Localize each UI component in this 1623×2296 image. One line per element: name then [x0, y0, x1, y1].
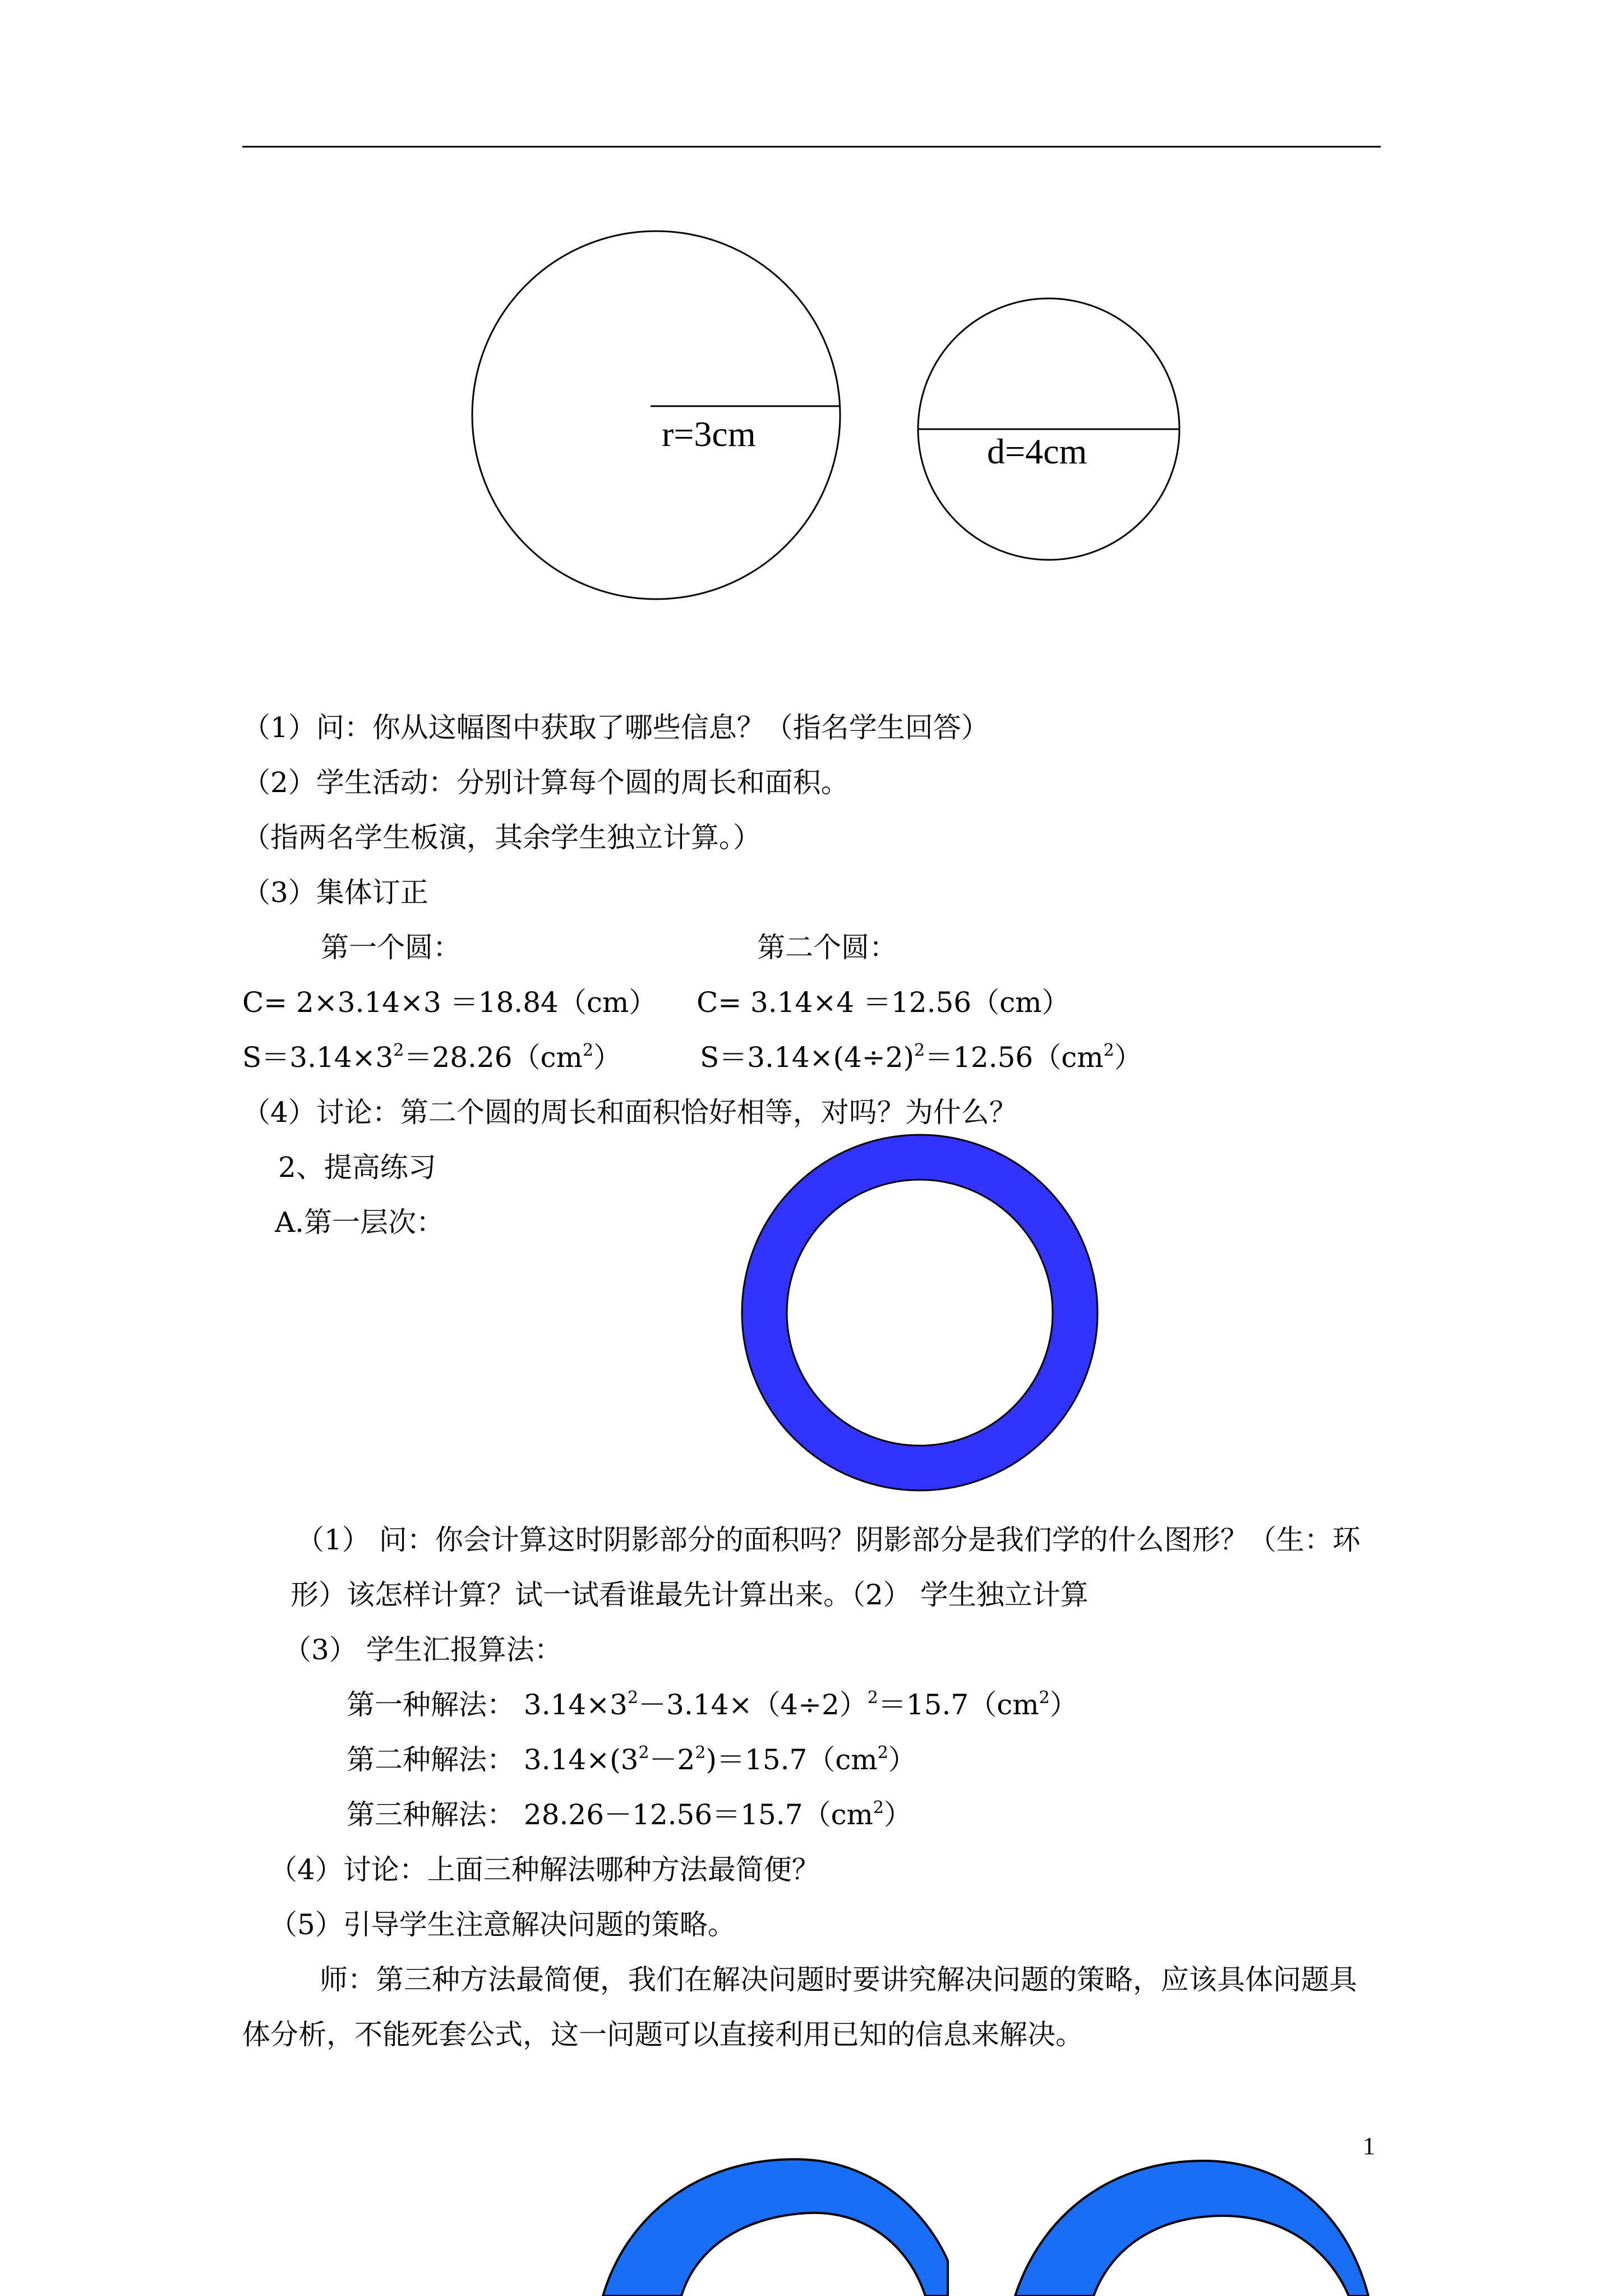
- area-2: $S=3.14\times(4\div 2)^2=12.56(cm^2)$: [700, 1041, 1142, 1074]
- question-4: （4）讨论：第二个圆的周长和面积恰好相等，对吗？为什么？: [242, 1096, 1017, 1129]
- practice-question-3: （3） 学生汇报算法：: [283, 1634, 562, 1666]
- ring-figure: [740, 1128, 1110, 1503]
- circle-radius-3: [472, 231, 840, 599]
- question-3: （3）集体订正: [242, 876, 428, 909]
- section-2-heading: 2、提高练习: [278, 1151, 436, 1184]
- crescents-figure: [0, 2132, 1623, 2296]
- crescent-left: [603, 2159, 948, 2296]
- question-2: （2）学生活动：分别计算每个圆的周长和面积。: [242, 766, 849, 799]
- method-3: 第三种解法： $28.26-12.56=15.7(cm^2)$: [347, 1798, 912, 1831]
- practice-question-4: （4）讨论：上面三种解法哪种方法最简便？: [269, 1853, 820, 1886]
- level-a-heading: A.第一层次：: [275, 1206, 445, 1239]
- page-number: 1: [1363, 2132, 1375, 2160]
- area-1: $S=3.14\times 3^2=28.26(cm^2)$: [242, 1041, 622, 1074]
- second-circle-heading: 第二个圆：: [757, 931, 897, 964]
- method-2: 第二种解法： $3.14\times(3^2-2^2)=15.7(cm^2)$: [347, 1743, 916, 1776]
- practice-question-1-line1: （1） 问：你会计算这时阴影部分的面积吗？阴影部分是我们学的什么图形？（生：环: [296, 1524, 1361, 1556]
- circles-figure: [0, 0, 1623, 617]
- method-1: 第一种解法： $3.14\times 3^2-3.14\times(4\div 2)^2=15.7(cm^2)$: [347, 1688, 1078, 1721]
- diameter-label: d=4cm: [987, 431, 1087, 471]
- teacher-remark-line1: 师：第三种方法最简便，我们在解决问题时要讲究解决问题的策略，应该具体问题具: [320, 1963, 1357, 1996]
- radius-label: r=3cm: [662, 414, 756, 454]
- practice-question-1-line2: 形）该怎样计算？试一试看谁最先计算出来。（2） 学生独立计算: [291, 1579, 1089, 1611]
- first-circle-heading: 第一个圆：: [321, 931, 461, 964]
- practice-question-5: （5）引导学生注意解决问题的策略。: [269, 1908, 736, 1941]
- crescent-right: [1015, 2161, 1368, 2296]
- ring-inner: [787, 1180, 1053, 1446]
- question-2-note: （指两名学生板演，其余学生独立计算。）: [242, 821, 761, 854]
- circumference-2: C= 3.14×4 ＝12.56（cm）: [697, 986, 1070, 1019]
- circumference-1: C= 2×3.14×3 ＝18.84（cm）: [242, 986, 657, 1019]
- question-1: （1）问：你从这幅图中获取了哪些信息？（指名学生回答）: [242, 711, 989, 744]
- teacher-remark-line2: 体分析，不能死套公式，这一问题可以直接利用已知的信息来解决。: [242, 2018, 1083, 2051]
